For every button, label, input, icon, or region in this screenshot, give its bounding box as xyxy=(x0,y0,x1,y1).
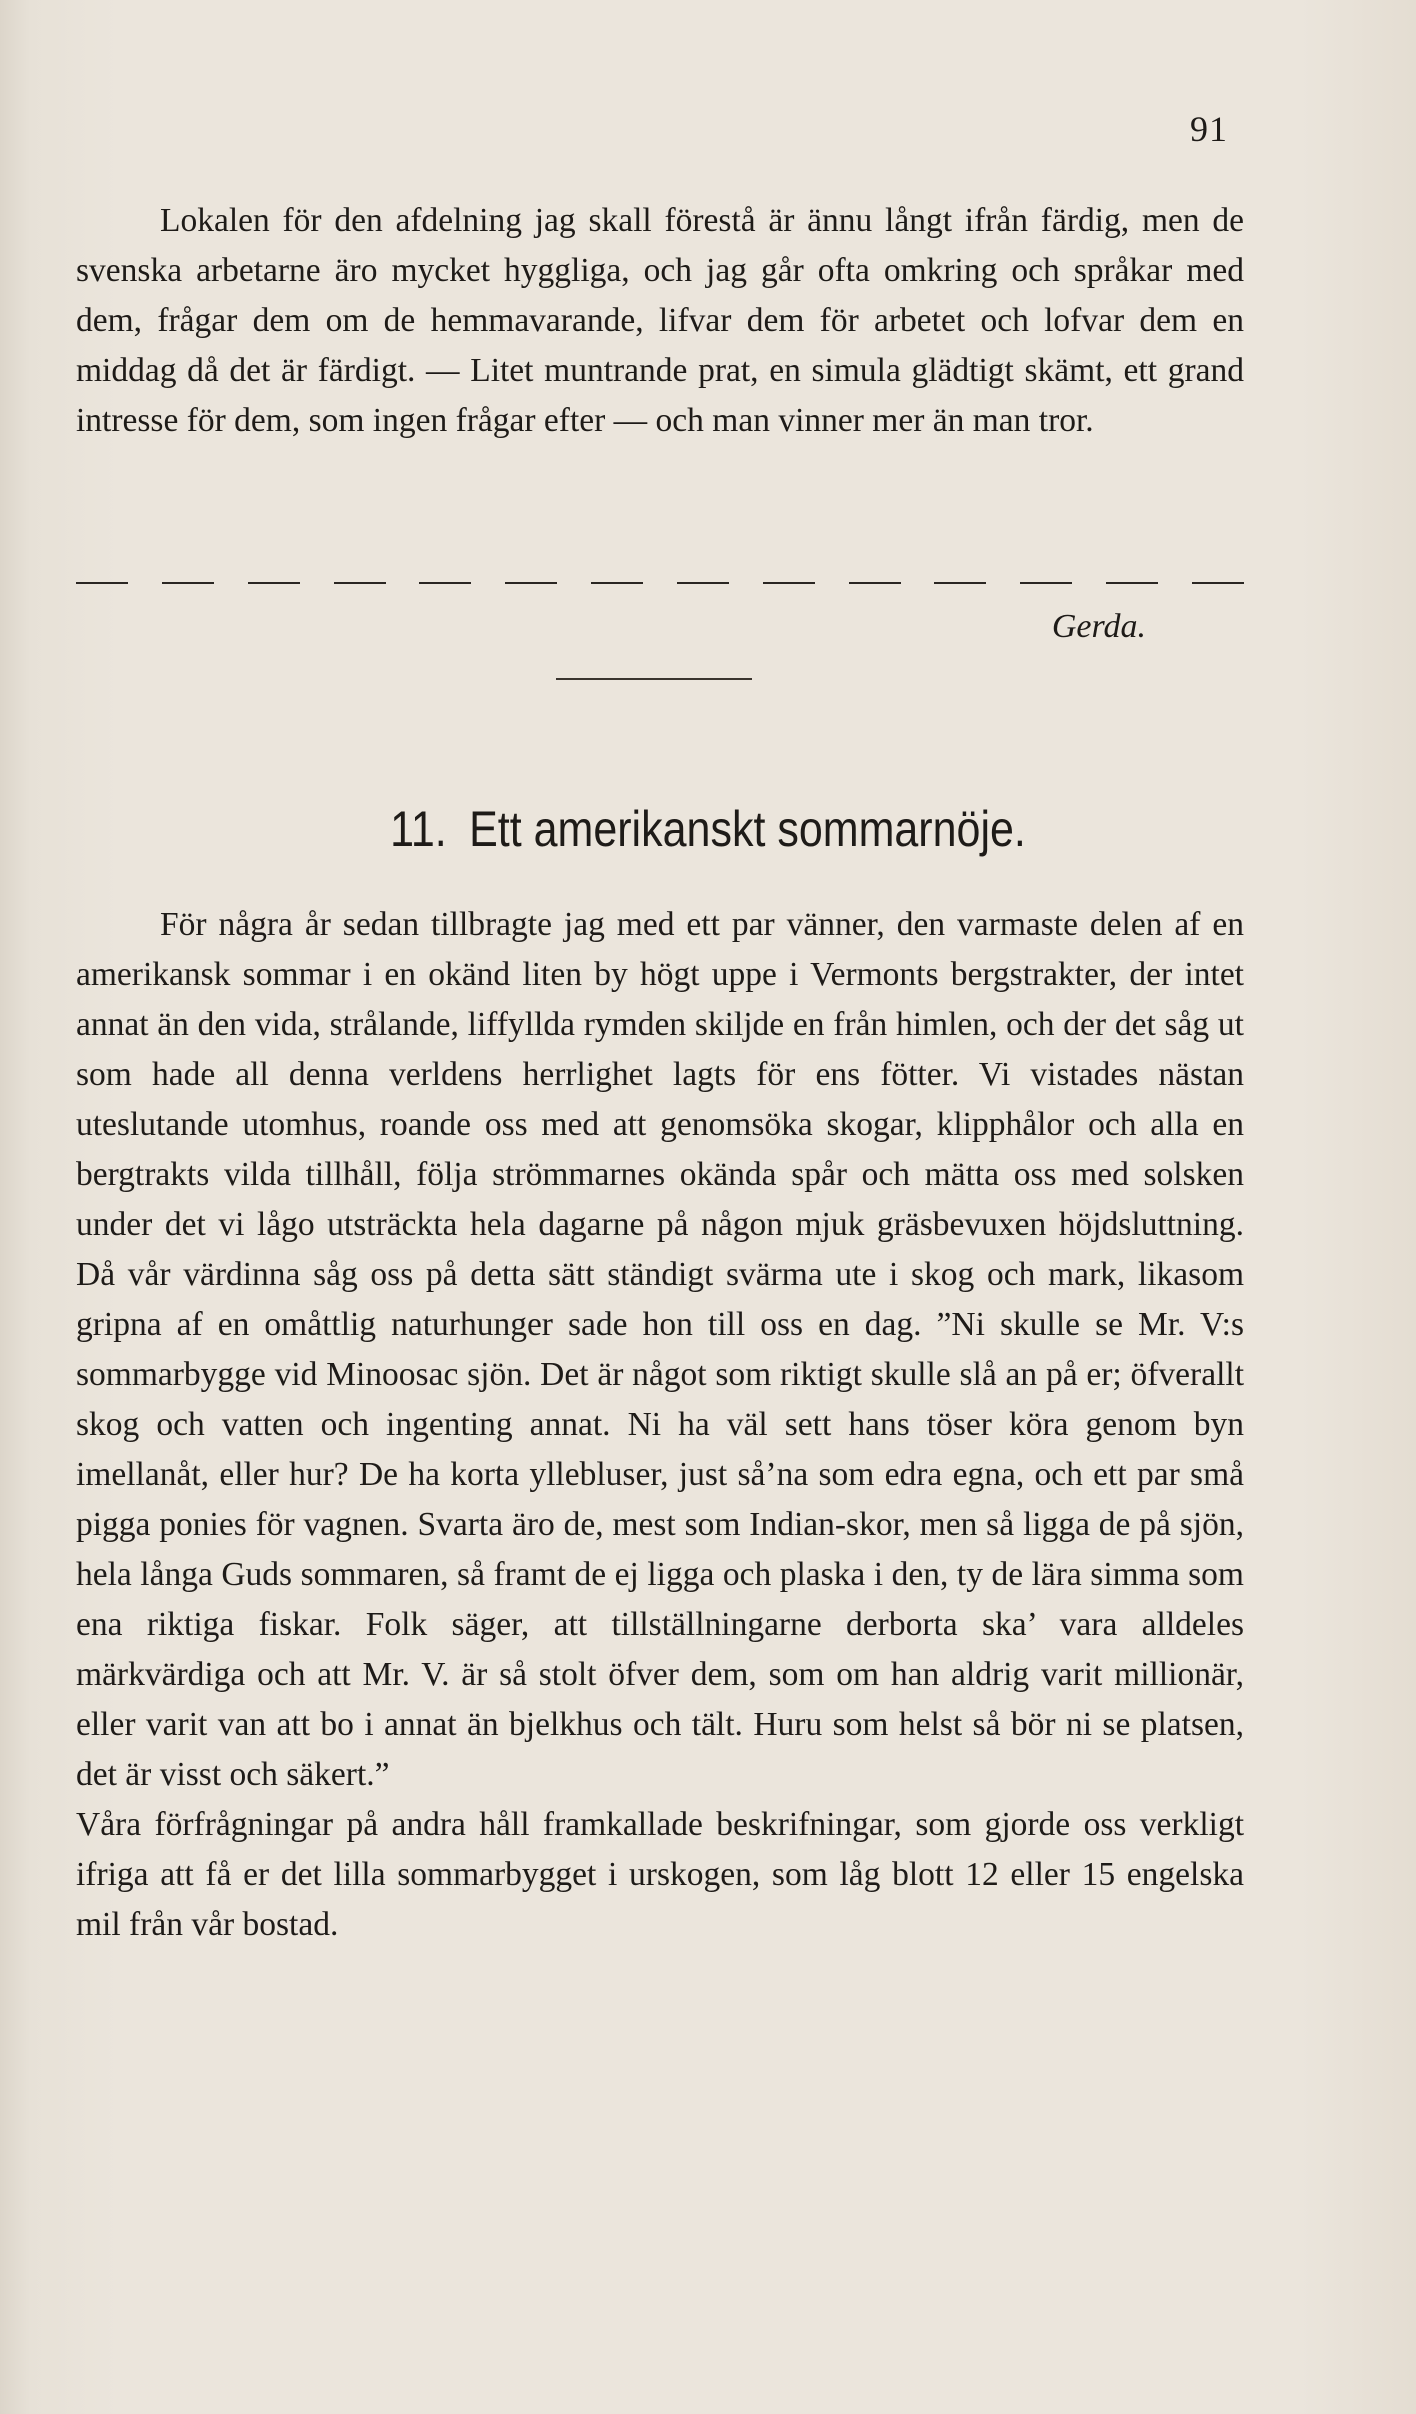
dash xyxy=(1192,582,1244,584)
dash xyxy=(505,582,557,584)
body-paragraph-2: Våra förfrågningar på andra håll framkallade beskrifningar, som gjorde oss verkligt ifriga att få er det lilla sommarbygget i urskogen, som låg blott 12 eller 15 engelska mil från vår bostad. xyxy=(76,1806,1244,1943)
chapter-heading xyxy=(99,800,1317,858)
signature: Gerda. xyxy=(1051,608,1146,645)
dash xyxy=(334,582,386,584)
dash xyxy=(76,582,128,584)
dash xyxy=(849,582,901,584)
page-number: 91 xyxy=(1190,109,1228,149)
dash xyxy=(677,582,729,584)
chapter-title: Ett amerikanskt sommarnöje. xyxy=(469,801,1026,857)
dash xyxy=(162,582,214,584)
intro-text xyxy=(76,196,1244,446)
dash xyxy=(419,582,471,584)
dash xyxy=(1106,582,1158,584)
dash-separator xyxy=(76,582,1244,584)
dash xyxy=(1020,582,1072,584)
chapter-number: 11. xyxy=(390,801,447,857)
dash xyxy=(248,582,300,584)
dash xyxy=(934,582,986,584)
dash xyxy=(763,582,815,584)
body-paragraph-1: För några år sedan tillbragte jag med ett par vänner, den varmaste delen af en amerikansk sommar i en okänd liten by högt uppe i Vermonts bergstrakter, der intet annat än den vida, strålande, liffyllda rymden skiljde en från himlen, och der det såg ut som hade all denna verldens herrlighet lagts för ens fötter. Vi vistades nästan uteslutande utomhus, roande oss med att genomsöka skogar, klipphålor och alla en bergtrakts vilda tillhåll, följa strömmarnes okända spår och mätta oss med solsken under det vi lågo utsträckta hela dagarne på någon mjuk gräsbevuxen höjdsluttning. Då vår värdinna såg oss på detta sätt ständigt svärma ute i skog och mark, likasom gripna af en omåttlig naturhunger sade hon till oss en dag. ”Ni skulle se Mr. V:s sommarbygge vid Minoosac sjön. Det är något som riktigt skulle slå an på er; öfverallt skog och vatten och ingenting annat. Ni ha väl sett hans töser köra genom byn imellanåt, eller hur? De ha korta yllebluser, just så’na som edra egna, och ett par små pigga ponies för vagnen. Svarta äro de, mest som Indian-skor, men så ligga de på sjön, hela långa Guds sommaren, så framt de ej ligga och plaska i den, ty de lära simma som ena riktiga fiskar. Folk säger, att tillställningarne derborta ska’ vara alldeles märkvärdiga och att Mr. V. är så stolt öfver dem, som om han aldrig varit millionär, eller varit van att bo i annat än bjelkhus och tält. Huru som helst så bör ni se platsen, det är visst och säkert.” xyxy=(76,906,1244,1793)
section-divider xyxy=(556,678,752,680)
dash xyxy=(591,582,643,584)
intro-paragraph: Lokalen för den afdelning jag skall förestå är ännu långt ifrån färdig, men de svenska arbetarne äro mycket hyggliga, och jag går ofta omkring och språkar med dem, frågar dem om de hemmavarande, lifvar dem för arbetet och lofvar dem en middag då det är färdigt. — Litet muntrande prat, en simula glädtigt skämt, ett grand intresse för dem, som ingen frågar efter — och man vinner mer än man tror. xyxy=(76,202,1244,439)
body-text xyxy=(76,900,1244,1950)
